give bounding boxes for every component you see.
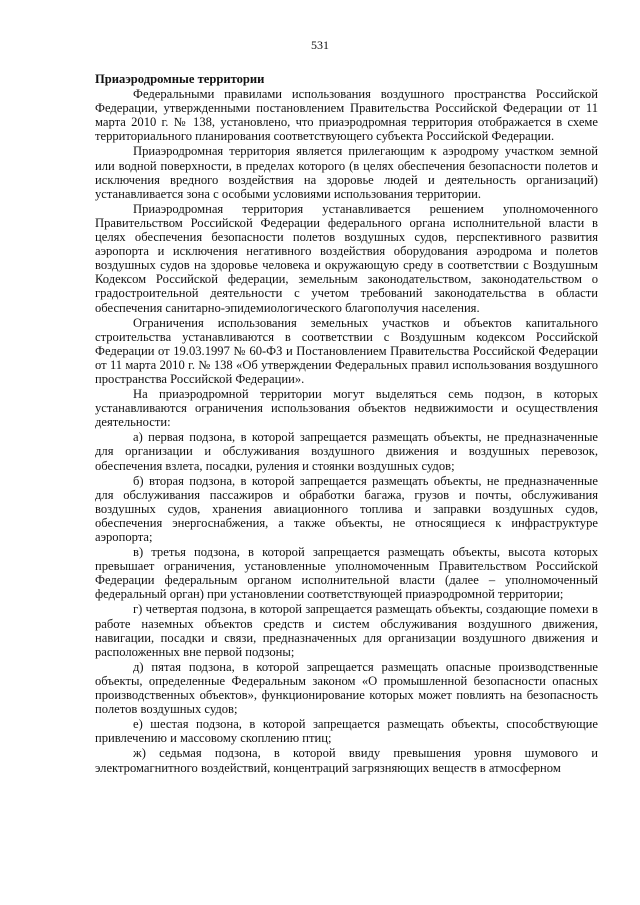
page-number: 531 [311, 38, 329, 52]
paragraph-1: Федеральными правилами использования воздушного пространства Российской Федерации, утвержденными постановлением Правительства Российской Федерации от 11 марта 2010 г. № 138, установлено, что приаэродромная территория отображается в схеме территориального планирования соответствующего субъекта Российской Федерации. [95, 87, 598, 144]
paragraph-5: На приаэродромной территории могут выделяться семь подзон, в которых устанавливаются ограничения использования объектов недвижимости и осуществления деятельности: [95, 387, 598, 430]
subzone-item-a: а) первая подзона, в которой запрещается размещать объекты, не предназначенные для организации и обслуживания воздушного движения и воздушных перевозок, обеспечения взлета, посадки, руления и стоянки воздушных судов; [95, 430, 598, 473]
subzone-item-e: е) шестая подзона, в которой запрещается размещать объекты, способствующие привлечению и массовому скоплению птиц; [95, 717, 598, 746]
paragraph-2: Приаэродромная территория является прилегающим к аэродрому участком земной или водной поверхности, в пределах которого (в целях обеспечения безопасности полетов и исключения вредного воздействия на здоровье людей и деятельность организаций) устанавливается зона с особыми условиями использования территории. [95, 144, 598, 201]
section-heading: Приаэродромные территории [95, 72, 265, 86]
subzone-item-v: в) третья подзона, в которой запрещается размещать объекты, высота которых превышает ограничения, установленные уполномоченным Правительством Российской Федерации федеральным органом исполнительной власти (далее – уполномоченный федеральный орган) при установлении соответствующей приаэродромной территории; [95, 545, 598, 602]
paragraph-4: Ограничения использования земельных участков и объектов капитального строительства устанавливаются в соответствии с Воздушным кодексом Российской Федерации от 19.03.1997 № 60-ФЗ и Постановлением Правительства Российской Федерации от 11 марта 2010 г. № 138 «Об утверждении Федеральных правил использования воздушного пространства Российской Федерации». [95, 315, 598, 386]
document-body [95, 72, 598, 776]
subzone-item-b: б) вторая подзона, в которой запрещается размещать объекты, не предназначенные для обслуживания пассажиров и обработки багажа, грузов и почты, обслуживания воздушных судов, хранения авиационного топлива и заправки воздушных судов, обеспечения энергоснабжения, а также объекты, не относящиеся к инфраструктуре аэропорта; [95, 473, 598, 544]
subzone-item-d: д) пятая подзона, в которой запрещается размещать опасные производственные объекты, определенные Федеральным законом «О промышленной безопасности опасных производственных объектов», функционирование которых может повлиять на безопасность полетов воздушных судов; [95, 659, 598, 717]
subzone-item-zh: ж) седьмая подзона, в которой ввиду превышения уровня шумового и электромагнитного воздействий, концентраций загрязняющих веществ в атмосферном [95, 746, 598, 775]
subzone-item-g: г) четвертая подзона, в которой запрещается размещать объекты, создающие помехи в работе наземных объектов средств и систем обслуживания воздушного движения, навигации, посадки и связи, предназначенных для организации воздушного движения и расположенных вне первой подзоны; [95, 602, 598, 659]
paragraph-3: Приаэродромная территория устанавливается решением уполномоченного Правительством Российской Федерации федерального органа исполнительной власти в целях обеспечения безопасности полетов воздушных судов, перспективного развития аэропорта и исключения негативного воздействия оборудования аэродрома и полетов воздушных судов на здоровье человека и окружающую среду в соответствии с Воздушным Кодексом Российской федерации, земельным законодательством, законодательством о градостроительной деятельности с учетом требований законодательства в области обеспечения санитарно-эпидемиологического благополучия населения. [95, 201, 598, 315]
